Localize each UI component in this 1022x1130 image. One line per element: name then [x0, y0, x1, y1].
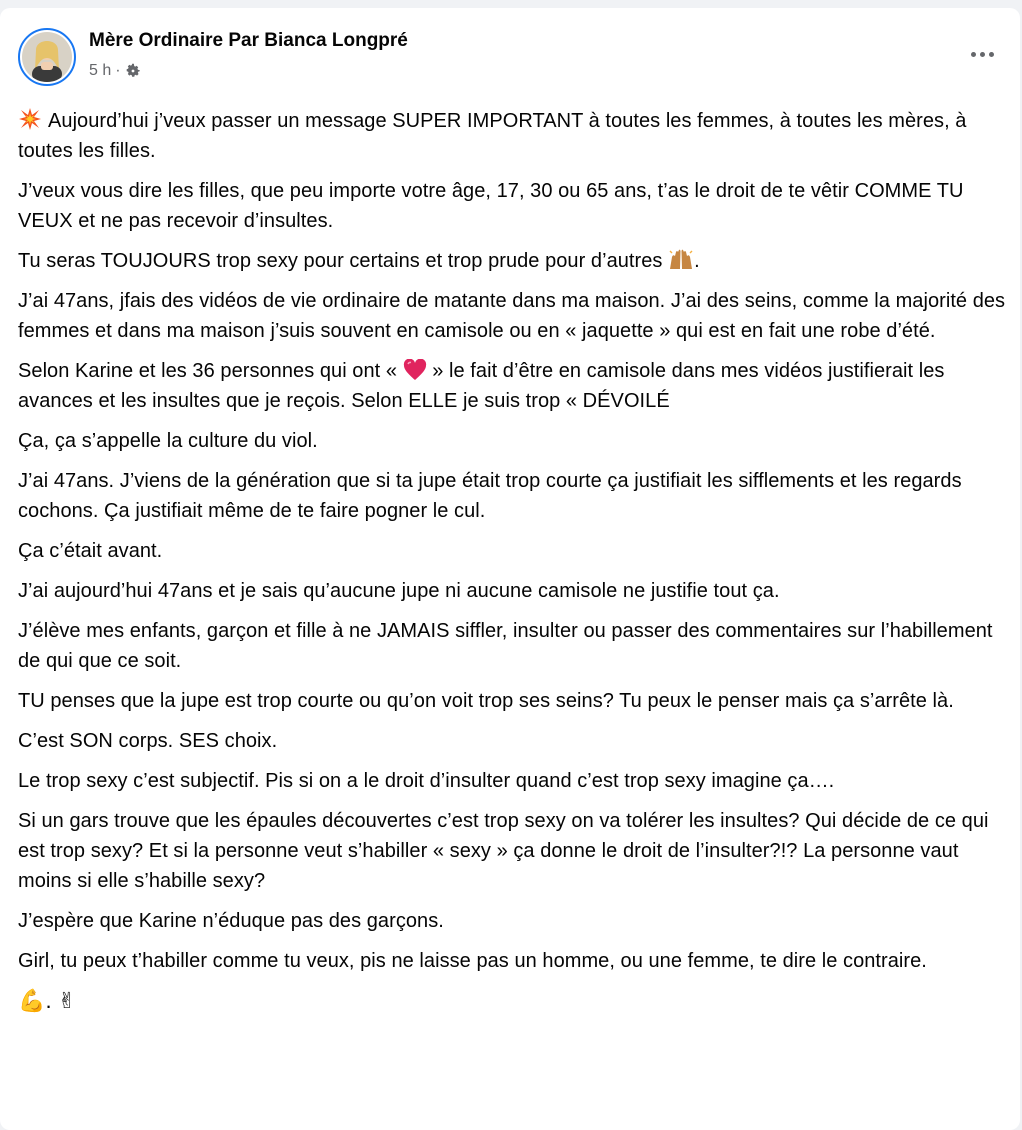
paragraph-1-text: Aujourd’hui j’veux passer un message SUPER IMPORTANT à toutes les femmes, à toutes les mères, à toutes les filles.	[18, 110, 967, 162]
post-meta	[89, 62, 141, 80]
paragraph-9: J’ai aujourd’hui 47ans et je sais qu’aucune jupe ni aucune camisole ne justifie tout ça.	[18, 580, 780, 602]
paragraph-12: C’est SON corps. SES choix.	[18, 730, 278, 752]
paragraph-16: Girl, tu peux t’habiller comme tu veux, pis ne laisse pas un homme, ou une femme, te dire le contraire.	[18, 950, 927, 972]
paragraph-5	[18, 356, 1008, 416]
profile-photo	[22, 32, 72, 82]
paragraph-1	[18, 106, 1008, 166]
red-heart-icon	[403, 359, 427, 381]
raising-hands-icon	[668, 249, 694, 271]
paragraph-6: Ça, ça s’appelle la culture du viol.	[18, 430, 318, 452]
paragraph-3-text: Tu seras TOUJOURS trop sexy pour certains et trop prude pour d’autres	[18, 250, 663, 272]
paragraph-5-start: Selon Karine et les 36 personnes qui ont «	[18, 360, 398, 382]
victory-hand-icon: ✌	[57, 989, 77, 1014]
paragraph-2: J’veux vous dire les filles, que peu importe votre âge, 17, 30 ou 65 ans, t’as le droit de te vêtir COMME TU VEUX et ne pas recevoir d’insultes.	[18, 180, 964, 232]
paragraph-14: Si un gars trouve que les épaules découvertes c’est trop sexy on va tolérer les insultes? Qui décide de ce qui est trop sexy? Et si la personne veut s’habiller « sexy » ça donne le droit de l’insulter?!? La personne vaut moins si elle s’habille sexy?	[18, 810, 989, 892]
paragraph-15: J’espère que Karine n’éduque pas des garçons.	[18, 910, 444, 932]
paragraph-3	[18, 246, 1008, 276]
meta-separator: ·	[115, 62, 121, 79]
final-separator: .	[45, 988, 52, 1013]
paragraph-3-suffix: .	[694, 250, 700, 272]
paragraph-11: TU penses que la jupe est trop courte ou qu’on voit trop ses seins? Tu peux le penser mais ça s’arrête là.	[18, 690, 954, 712]
paragraph-8: Ça c’était avant.	[18, 540, 163, 562]
paragraph-5-end: » le fait d’être en camisole dans mes vidéos justifierait les avances et les insultes que je reçois. Selon ELLE je suis trop « DÉVOILÉ	[18, 360, 945, 412]
post-author[interactable]: Mère Ordinaire Par Bianca Longpré	[89, 30, 408, 51]
avatar[interactable]	[18, 28, 76, 86]
final-emoji-line	[18, 986, 1008, 1017]
gear-icon[interactable]	[125, 63, 141, 79]
paragraph-4: J’ai 47ans, jfais des vidéos de vie ordinaire de matante dans ma maison. J’ai des seins, comme la majorité des femmes et dans ma maison j’suis souvent en camisole ou en « jaquette » qui est en fait une robe d’été.	[18, 290, 1006, 342]
more-options-icon[interactable]	[964, 40, 1000, 68]
post-text	[18, 106, 1008, 1027]
paragraph-10: J’élève mes enfants, garçon et fille à ne JAMAIS siffler, insulter ou passer des commentaires sur l’habillement de qui que ce soit.	[18, 620, 993, 672]
post-header	[16, 26, 1006, 88]
flexed-biceps-icon: 💪	[18, 989, 46, 1014]
collision-icon	[18, 107, 42, 131]
paragraph-13: Le trop sexy c’est subjectif. Pis si on a le droit d’insulter quand c’est trop sexy imagine ça….	[18, 770, 835, 792]
paragraph-7: J’ai 47ans. J’viens de la génération que si ta jupe était trop courte ça justifiait les sifflements et les regards cochons. Ça justifiait même de te faire pogner le cul.	[18, 470, 962, 522]
post-card	[0, 8, 1020, 1130]
post-time[interactable]: 5 h	[89, 62, 112, 79]
